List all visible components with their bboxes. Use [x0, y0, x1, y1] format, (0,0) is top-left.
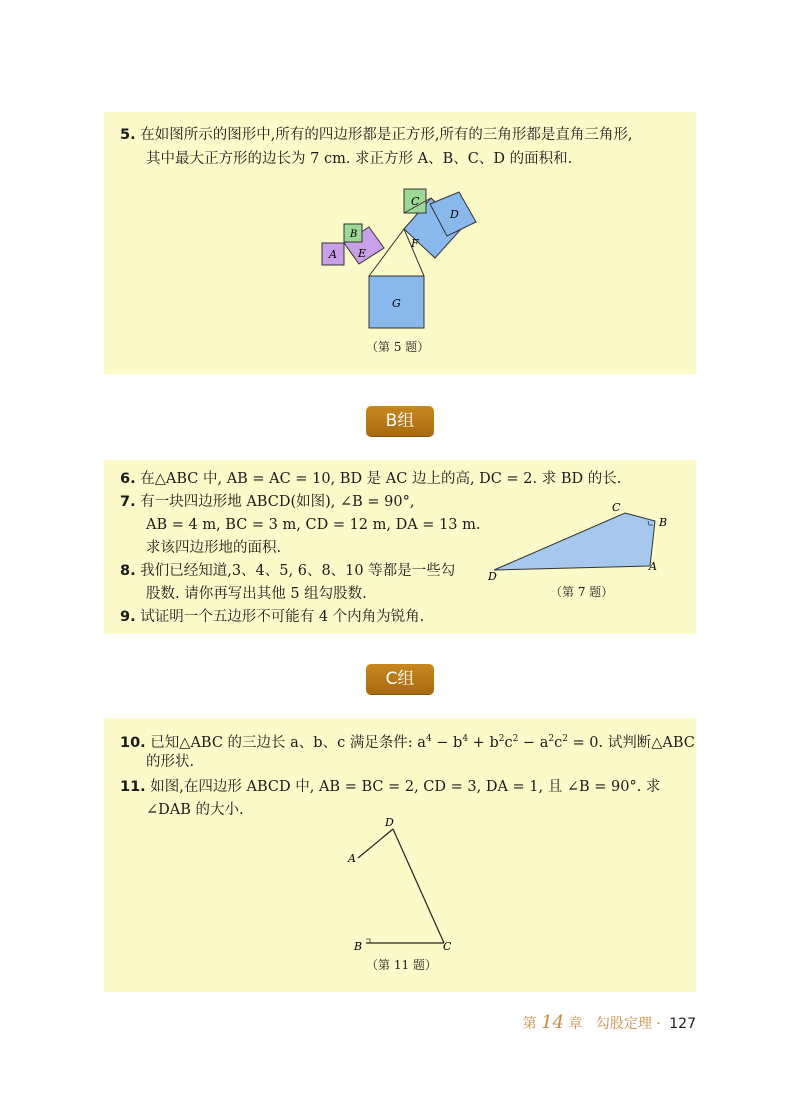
- question-10-line2: 的形状.: [146, 754, 195, 770]
- figure-11-quadrilateral: [104, 718, 696, 992]
- figure-5-caption: （第 5 题）: [366, 340, 430, 354]
- exercise-panel-c: [104, 718, 696, 992]
- question-number: 6.: [120, 471, 136, 487]
- question-7-line2: AB = 4 m, BC = 3 m, CD = 12 m, DA = 13 m.: [146, 517, 481, 533]
- segment-ad: [358, 829, 393, 858]
- question-number: 10.: [120, 734, 146, 751]
- question-text: 如图,在四边形 ABCD 中, AB = BC = 2, CD = 3, DA = 1, 且 ∠B = 90°. 求: [150, 779, 661, 795]
- label-f: F: [411, 237, 419, 250]
- page-footer: [523, 1012, 696, 1033]
- question-number: 7.: [120, 494, 136, 510]
- chapter-suffix: 章: [568, 1016, 583, 1032]
- figure-11-caption: （第 11 题）: [366, 958, 437, 972]
- equation-text: − $b^4 + b^2c^2 - a^2c^2 = 0$: [431, 734, 599, 751]
- question-text-end: . 试判断△ABC: [598, 734, 695, 751]
- label-b: B: [659, 516, 668, 529]
- figure-5-squares: [104, 112, 696, 374]
- exponent: 4: [425, 734, 432, 744]
- question-7-line3: 求该四边形地的面积.: [146, 540, 282, 556]
- label-b: B: [354, 940, 363, 953]
- figure-7-caption: （第 7 题）: [550, 585, 614, 599]
- chapter-prefix: 第: [522, 1016, 537, 1032]
- question-text: 试证明一个五边形不可能有 4 个内角为锐角.: [140, 609, 425, 625]
- chapter-number: 14: [541, 1012, 565, 1033]
- question-11-line2: ∠DAB 的大小.: [146, 802, 244, 818]
- chapter-label: [522, 1012, 666, 1033]
- page-number: 127: [669, 1016, 696, 1032]
- question-number: 5.: [120, 127, 136, 143]
- chapter-title: 勾股定理 ·: [595, 1016, 661, 1032]
- label-b: B: [350, 229, 358, 240]
- label-d: D: [450, 208, 459, 221]
- label-c: C: [411, 195, 420, 208]
- label-e: E: [358, 247, 367, 260]
- segment-dc: [393, 829, 444, 943]
- question-number: 11.: [120, 779, 146, 795]
- label-a: A: [329, 248, 337, 261]
- question-text: 我们已经知道,3、4、5, 6、8、10 等都是一些勾: [140, 563, 456, 579]
- exercise-panel-b: [104, 460, 696, 634]
- question-8-line2: 股数. 请你再写出其他 5 组勾股数.: [146, 586, 367, 602]
- question-number: 9.: [120, 609, 136, 625]
- question-text: 在如图所示的图形中,所有的四边形都是正方形,所有的三角形都是直角三角形,: [140, 127, 633, 143]
- label-c: C: [612, 501, 621, 514]
- figure-7-quadrilateral: [104, 460, 696, 634]
- question-text: 有一块四边形地 ABCD(如图), ∠B = 90°,: [140, 494, 415, 510]
- label-d: D: [385, 816, 394, 829]
- exercise-panel-a: [104, 112, 696, 374]
- quadrilateral-abcd: [494, 513, 655, 570]
- label-a: A: [348, 852, 356, 865]
- label-a: A: [649, 560, 657, 573]
- question-text: 在△ABC 中, AB = AC = 10, BD 是 AC 边上的高, DC = 2. 求 BD 的长.: [140, 471, 622, 487]
- question-text: 已知△ABC 的三边长 a、b、c 满足条件: a: [150, 734, 426, 751]
- question-5-line2: 其中最大正方形的边长为 7 cm. 求正方形 A、B、C、D 的面积和.: [146, 151, 573, 167]
- label-d: D: [488, 570, 497, 583]
- question-number: 8.: [120, 563, 136, 579]
- group-c-badge: C组: [366, 664, 434, 694]
- label-g: G: [392, 297, 401, 310]
- label-c: C: [443, 940, 452, 953]
- group-b-badge: B组: [366, 406, 434, 436]
